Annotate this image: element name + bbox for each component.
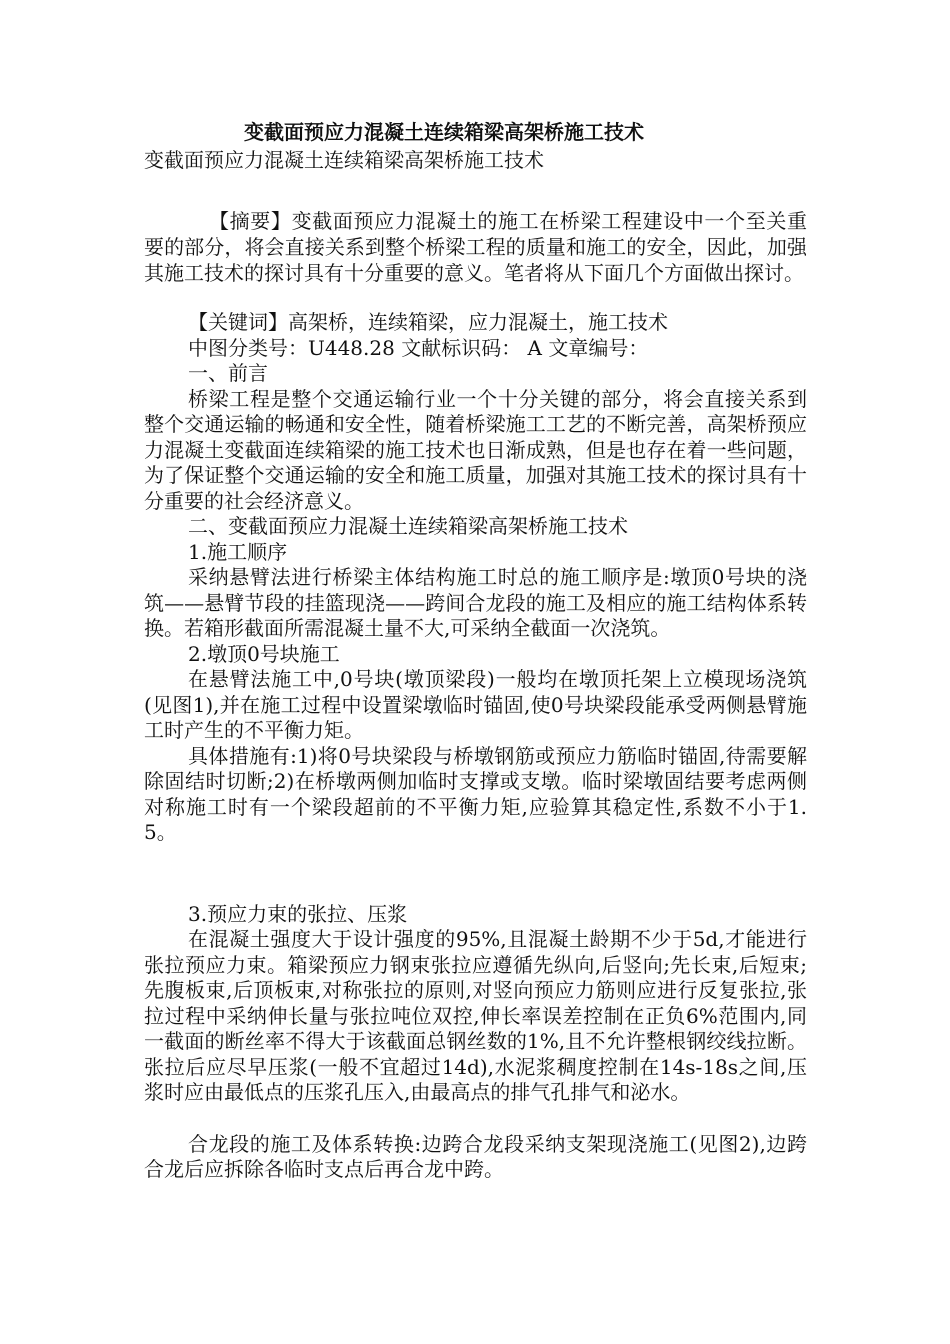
tensioning-paragraph: 在混凝土强度大于设计强度的95%,且混凝土龄期不少于5d,才能进行张拉预应力束。箱梁预应力钢束张拉应遵循先纵向,后竖向;先长束,后短束;先腹板束,后顶板束,对称张拉的原则,对竖向预应力筋则应进行反复张拉,张拉过程中采纳伸长量与张拉吨位双控,伸长率误差控制在正负6%范围内,同一截面的断丝率不得大于该截面总钢丝数的1%,且不允许整根钢绞线拉断。张拉后应尽早压浆(一般不宜超过14d),水泥浆稠度控制在14s-18s之间,压浆时应由最低点的压浆孔压入,由最高点的排气孔排气和泌水。 — [144, 927, 807, 1104]
block0-paragraph-2: 具体措施有:1)将0号块梁段与桥墩钢筋或预应力筋临时锚固,待需要解除固结时切断;2)在桥墩两侧加临时支撑或支墩。临时梁墩固结要考虑两侧对称施工时有一个梁段超前的不平衡力矩,应验算其稳定性,系数不小于1.5。 — [144, 743, 807, 844]
section-heading-preface: 一、前言 — [188, 361, 268, 385]
subsection-heading-block0: 2.墩顶0号块施工 — [188, 641, 340, 666]
blank-space — [144, 846, 807, 902]
blank-space — [144, 286, 807, 310]
keywords-line: 【关键词】高架桥，连续箱梁，应力混凝土，施工技术 — [188, 310, 668, 334]
document-page — [144, 118, 807, 1183]
block0-paragraph-1: 在悬臂法施工中,0号块(墩顶梁段)一般均在墩顶托架上立模现场浇筑(见图1),并在施工过程中设置梁墩临时锚固,使0号块梁段能承受两侧悬臂施工时产生的不平衡力矩。 — [144, 667, 807, 742]
document-title: 变截面预应力混凝土连续箱梁高架桥施工技术 — [244, 120, 644, 144]
closure-paragraph: 合龙段的施工及体系转换:边跨合龙段采纳支架现浇施工(见图2),边跨合龙后应拆除各临时支点后再合龙中跨。 — [144, 1131, 807, 1181]
blank-space — [144, 174, 807, 208]
subsection-heading-sequence: 1.施工顺序 — [188, 539, 288, 564]
sequence-paragraph: 采纳悬臂法进行桥梁主体结构施工时总的施工顺序是:墩顶0号块的浇筑——悬臂节段的挂篮现浇——跨间合龙段的施工及相应的施工结构体系转换。若箱形截面所需混凝土量不大,可采纳全截面一次浇筑。 — [144, 565, 807, 640]
blank-space — [144, 1106, 807, 1132]
classification-line: 中图分类号：U448.28 文献标识码： A 文章编号： — [188, 335, 649, 360]
document-subtitle: 变截面预应力混凝土连续箱梁高架桥施工技术 — [144, 148, 544, 172]
subsection-heading-tensioning: 3.预应力束的张拉、压浆 — [188, 901, 408, 926]
abstract-paragraph: 【摘要】变截面预应力混凝土的施工在桥梁工程建设中一个至关重要的部分，将会直接关系到整个桥梁工程的质量和施工的安全，因此，加强其施工技术的探讨具有十分重要的意义。笔者将从下面几个方面做出探讨。 — [144, 209, 807, 285]
preface-paragraph: 桥梁工程是整个交通运输行业一个十分关键的部分，将会直接关系到整个交通运输的畅通和安全性，随着桥梁施工工艺的不断完善，高架桥预应力混凝土变截面连续箱梁的施工技术也日渐成熟，但是也存在着一些问题，为了保证整个交通运输的安全和施工质量，加强对其施工技术的探讨具有十分重要的社会经济意义。 — [144, 386, 807, 513]
section-heading-construction: 二、变截面预应力混凝土连续箱梁高架桥施工技术 — [188, 514, 628, 538]
